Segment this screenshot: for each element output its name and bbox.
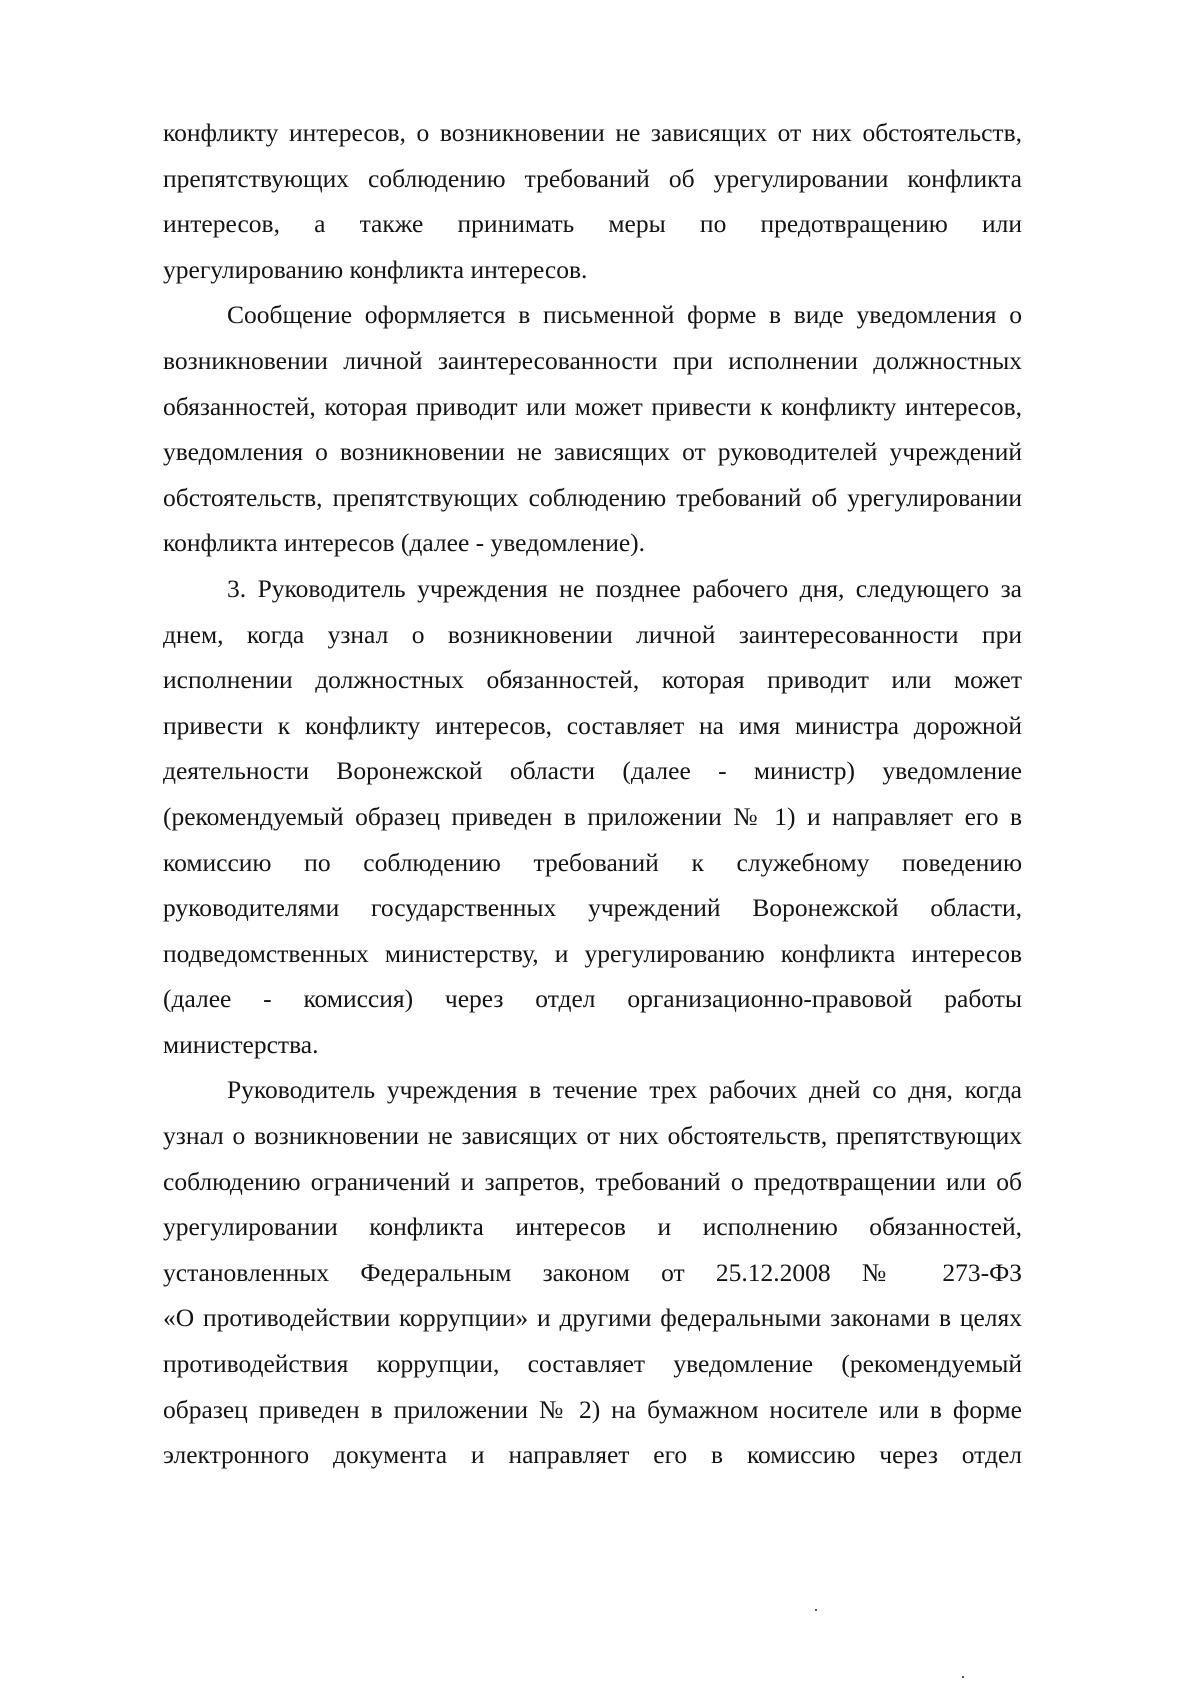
paragraph-2 [163, 292, 1022, 566]
document-body [163, 110, 1022, 1478]
text-line: противодействия коррупции, составляет уведомление (рекомендуемый [163, 1349, 1022, 1379]
text-line: конфликту интересов, о возникновении не зависящих от них обстоятельств, [163, 118, 1022, 147]
text-line: урегулировании конфликта интересов и исполнению обязанностей, [163, 1212, 1022, 1242]
text-line: обстоятельств, препятствующих соблюдению требований об урегулировании [163, 482, 1022, 512]
text-line: «О противодействии коррупции» и другими федеральными законами в целях [163, 1303, 1022, 1333]
text-line: привести к конфликту интересов, составляет на имя министра дорожной [163, 710, 1022, 740]
text-line: Сообщение оформляется в письменной форме в виде уведомления о [227, 300, 1022, 330]
text-line: (далее - комиссия) через отдел организационно-правовой работы [163, 984, 1022, 1014]
scan-speck [815, 1609, 817, 1611]
text-line: узнал о возникновении не зависящих от них обстоятельств, препятствующих [163, 1121, 1022, 1151]
text-line: (рекомендуемый образец приведен в приложении № 1) и направляет его в [163, 801, 1022, 831]
paragraph-1 [163, 110, 1022, 292]
text-line: возникновении личной заинтересованности при исполнении должностных [163, 345, 1022, 375]
text-line: уведомления о возникновении не зависящих от руководителей учреждений [163, 437, 1022, 467]
text-line: днем, когда узнал о возникновении личной заинтересованности при [163, 619, 1022, 649]
scan-speck [962, 1676, 964, 1678]
text-line: Руководитель учреждения в течение трех рабочих дней со дня, когда [227, 1075, 1022, 1105]
text-line: урегулированию конфликта интересов. [163, 254, 588, 284]
text-line: деятельности Воронежской области (далее - министр) уведомление [163, 756, 1022, 786]
text-line: интересов, а также принимать меры по предотвращению или [163, 209, 1022, 239]
text-line: конфликта интересов (далее - уведомление). [163, 528, 646, 558]
text-line: министерства. [163, 1029, 319, 1059]
text-line: подведомственных министерству, и урегулированию конфликта интересов [163, 938, 1022, 968]
text-line: руководителями государственных учреждений Воронежской области, [163, 893, 1022, 923]
text-line: препятствующих соблюдению требований об урегулировании конфликта [163, 163, 1022, 193]
paragraph-3 [163, 566, 1022, 1068]
text-line: комиссию по соблюдению требований к служебному поведению [163, 847, 1022, 877]
text-line: 3. Руководитель учреждения не позднее рабочего дня, следующего за [227, 573, 1022, 603]
text-line: образец приведен в приложении № 2) на бумажном носителе или в форме [163, 1394, 1022, 1424]
text-line: установленных Федеральным законом от 25.12.2008 № 273-ФЗ [163, 1257, 1022, 1287]
text-line: исполнении должностных обязанностей, которая приводит или может [163, 665, 1022, 695]
text-line: электронного документа и направляет его в комиссию через отдел [163, 1440, 1022, 1470]
text-line: обязанностей, которая приводит или может привести к конфликту интересов, [163, 391, 1022, 421]
text-line: соблюдению ограничений и запретов, требований о предотвращении или об [163, 1166, 1022, 1196]
paragraph-4 [163, 1067, 1022, 1477]
